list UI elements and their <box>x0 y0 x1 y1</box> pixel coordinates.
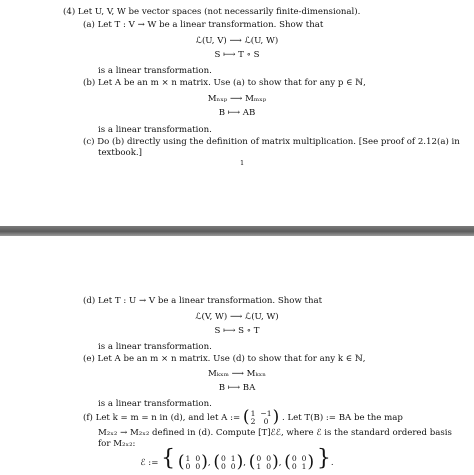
basis-matrix-4: ( 0 0 0 1 ) <box>284 452 315 472</box>
basis-entry: 0 <box>256 453 262 463</box>
basis-entry: 0 <box>195 461 201 471</box>
part-a-text: Let T : V → W be a linear transformation. Show that <box>97 20 324 30</box>
part-e-conclusion: is a linear transformation. <box>98 399 212 409</box>
part-d-statement <box>83 296 322 307</box>
part-b-map-top: Mₙₓₚ ⟶ Mₘₓₚ <box>207 94 267 104</box>
matrix-a-entry: −1 <box>260 408 272 418</box>
problem-header <box>63 7 360 18</box>
basis-separator: , <box>278 458 282 468</box>
part-a-map-top: ℒ(U, V) ⟶ ℒ(U, W) <box>195 36 279 46</box>
basis-entry: 0 <box>195 453 201 463</box>
part-d-map-top: ℒ(V, W) ⟶ ℒ(U, W) <box>195 312 279 322</box>
matrix-a: ( 1 −1 2 0 ) <box>242 407 280 427</box>
basis-entry: 0 <box>266 453 272 463</box>
part-d-conclusion: is a linear transformation. <box>98 342 212 352</box>
basis-entry: 1 <box>185 453 191 463</box>
basis-separator: , <box>207 458 211 468</box>
basis-entry: 0 <box>301 453 307 463</box>
part-b-statement <box>83 78 366 89</box>
page-separator <box>0 226 474 236</box>
standard-basis-definition <box>0 448 474 474</box>
part-f-line2: M₂ₓ₂ → M₂ₓ₂ defined in (d). Compute [T]ℰℰ, where ℰ is the standard ordered basis <box>98 428 452 438</box>
basis-entry: 1 <box>301 461 307 471</box>
part-d-text: Let T : U → V be a linear transformation. Show that <box>97 296 323 306</box>
part-b-text: Let A be an m × n matrix. Use (a) to show that for any p ∈ ℕ, <box>97 78 366 88</box>
basis-entry: 0 <box>220 461 226 471</box>
part-a-statement <box>83 20 323 31</box>
part-e-label: (e) <box>83 354 95 364</box>
part-e-map-bottom: B ⟼ BA <box>218 383 256 393</box>
right-brace: } <box>316 446 331 471</box>
basis-entry: 0 <box>291 453 297 463</box>
basis-lhs: ℰ := <box>140 458 159 468</box>
basis-entry: 0 <box>220 453 226 463</box>
part-a-conclusion: is a linear transformation. <box>98 66 212 76</box>
part-e-map-top: Mₖₓₘ ⟶ Mₖₓₙ <box>208 369 266 379</box>
matrix-a-entry: 1 <box>250 408 256 418</box>
part-a-map-bottom: S ⟼ T ∘ S <box>214 50 260 60</box>
basis-entry: 0 <box>291 461 297 471</box>
problem-label: (4) <box>63 7 76 17</box>
part-b-map-bottom: B ⟼ AB <box>218 108 256 118</box>
part-b-conclusion: is a linear transformation. <box>98 125 212 135</box>
part-c-statement <box>83 137 460 148</box>
matrix-a-entry: 0 <box>263 416 269 426</box>
basis-separator: , <box>243 458 247 468</box>
basis-entry: 0 <box>185 461 191 471</box>
part-f-text-part1: Let k = m = n in (d), and let A := <box>95 413 241 423</box>
part-f-text-part2: . Let T(B) := BA be the map <box>281 413 403 423</box>
page-number: 1 <box>240 159 245 167</box>
basis-matrix-3: ( 0 0 1 0 ) <box>248 452 279 472</box>
part-e-text: Let A be an m × n matrix. Use (d) to show that for any k ∈ ℕ, <box>97 354 366 364</box>
part-d-label: (d) <box>83 296 96 306</box>
left-brace: { <box>161 446 176 471</box>
problem-intro: Let U, V, W be vector spaces (not necessarily finite-dimensional). <box>77 7 361 17</box>
part-b-label: (b) <box>83 78 96 88</box>
part-c-text-line1: Do (b) directly using the definition of matrix multiplication. [See proof of 2.12(a) in <box>97 137 460 147</box>
part-a-label: (a) <box>83 20 95 30</box>
basis-period: . <box>330 458 334 468</box>
part-e-statement <box>83 354 365 365</box>
part-f-line3: for M₂ₓ₂: <box>98 439 136 449</box>
part-c-label: (c) <box>83 137 95 147</box>
basis-entry: 0 <box>266 461 272 471</box>
part-f-statement <box>83 408 403 428</box>
basis-entry: 0 <box>230 461 236 471</box>
page-two <box>0 236 474 475</box>
part-d-map-bottom: S ⟼ S ∘ T <box>214 326 260 336</box>
part-f-label: (f) <box>83 413 93 423</box>
matrix-a-entry: 2 <box>250 416 256 426</box>
page-one <box>0 0 474 226</box>
part-c-text-line2: textbook.] <box>98 148 142 158</box>
basis-entry: 1 <box>230 453 236 463</box>
basis-matrix-2: ( 0 1 0 0 ) <box>213 452 244 472</box>
basis-matrix-1: ( 1 0 0 0 ) <box>177 452 208 472</box>
matrix-a-entries <box>251 410 272 426</box>
basis-entry: 1 <box>256 461 262 471</box>
